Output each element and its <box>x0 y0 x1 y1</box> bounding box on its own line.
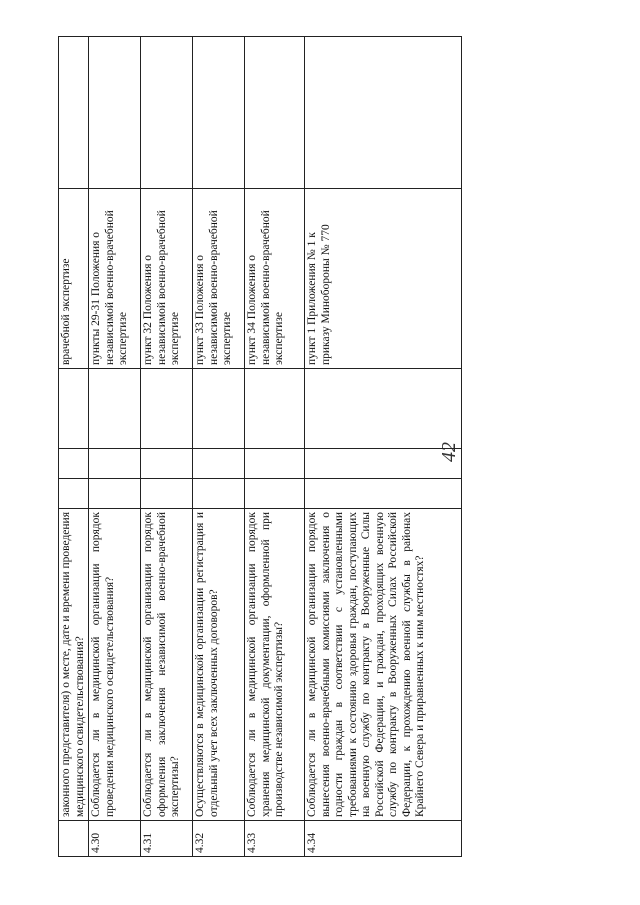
answer-cell-yes <box>193 479 245 509</box>
legal-reference: пункт 34 Положения о независимой военно-врачебной экспертизе <box>245 189 305 369</box>
row-number: 4.34 <box>305 821 462 857</box>
notes-cell <box>89 37 141 189</box>
table-row <box>59 37 89 857</box>
answer-cell-no <box>193 449 245 479</box>
row-number: 4.30 <box>89 821 141 857</box>
inspection-checklist-table <box>58 36 462 857</box>
row-number <box>59 821 89 857</box>
question-text: Соблюдается ли в медицинской организации порядок хранения медицинской документации, оформленной при производстве независимой экспертизы? <box>245 509 305 821</box>
answer-cell-no <box>141 449 193 479</box>
answer-cell-no <box>305 449 462 479</box>
legal-reference: пункт 1 Приложения № 1 к приказу Минобороны № 770 <box>305 189 462 369</box>
answer-cell-na <box>141 369 193 449</box>
answer-cell-na <box>59 369 89 449</box>
notes-cell <box>305 37 462 189</box>
notes-cell <box>245 37 305 189</box>
answer-cell-yes <box>141 479 193 509</box>
table-row <box>305 37 462 857</box>
notes-cell <box>59 37 89 189</box>
answer-cell-yes <box>59 479 89 509</box>
table-row <box>89 37 141 857</box>
table-row <box>245 37 305 857</box>
rotated-table-container <box>58 37 462 857</box>
legal-reference: врачебной экспертизе <box>59 189 89 369</box>
answer-cell-na <box>89 369 141 449</box>
answer-cell-yes <box>89 479 141 509</box>
question-text: Соблюдается ли в медицинской организации порядок проведения медицинского освидетельствования? <box>89 509 141 821</box>
answer-cell-na <box>193 369 245 449</box>
answer-cell-yes <box>245 479 305 509</box>
legal-reference: пункт 32 Положения о независимой военно-врачебной экспертизе <box>141 189 193 369</box>
table-row <box>193 37 245 857</box>
row-number: 4.32 <box>193 821 245 857</box>
row-number: 4.31 <box>141 821 193 857</box>
row-number: 4.33 <box>245 821 305 857</box>
legal-reference: пункт 33 Положения о независимой военно-врачебной экспертизе <box>193 189 245 369</box>
answer-cell-na <box>245 369 305 449</box>
question-text: Соблюдается ли в медицинской организации порядок вынесения военно-врачебными комиссиями заключения о годности граждан в соответствии с установленными требованиями к состоянию здоровья граждан, поступающих на военную службу по контракту в Вооруженные Силы Российской Федерации, и граждан, проходящих военную службу по контракту в Вооруженных Силах Российской Федерации, к прохождению военной службы в районах Крайнего Севера и приравненных к ним местностях? <box>305 509 462 821</box>
answer-cell-yes <box>305 479 462 509</box>
answer-cell-no <box>245 449 305 479</box>
table-row <box>141 37 193 857</box>
notes-cell <box>141 37 193 189</box>
answer-cell-no <box>89 449 141 479</box>
answer-cell-na <box>305 369 462 449</box>
page-number: 42 <box>438 442 460 462</box>
question-text: законного представителя) о месте, дате и времени проведения медицинского освидетельствования? <box>59 509 89 821</box>
answer-cell-no <box>59 449 89 479</box>
question-text: Осуществляются в медицинской организации регистрация и отдельный учет всех заключенных договоров? <box>193 509 245 821</box>
legal-reference: пункты 29-31 Положения о независимой военно-врачебной экспертизе <box>89 189 141 369</box>
notes-cell <box>193 37 245 189</box>
question-text: Соблюдается ли в медицинской организации порядок оформления заключения независимой военно-врачебной экспертизы? <box>141 509 193 821</box>
